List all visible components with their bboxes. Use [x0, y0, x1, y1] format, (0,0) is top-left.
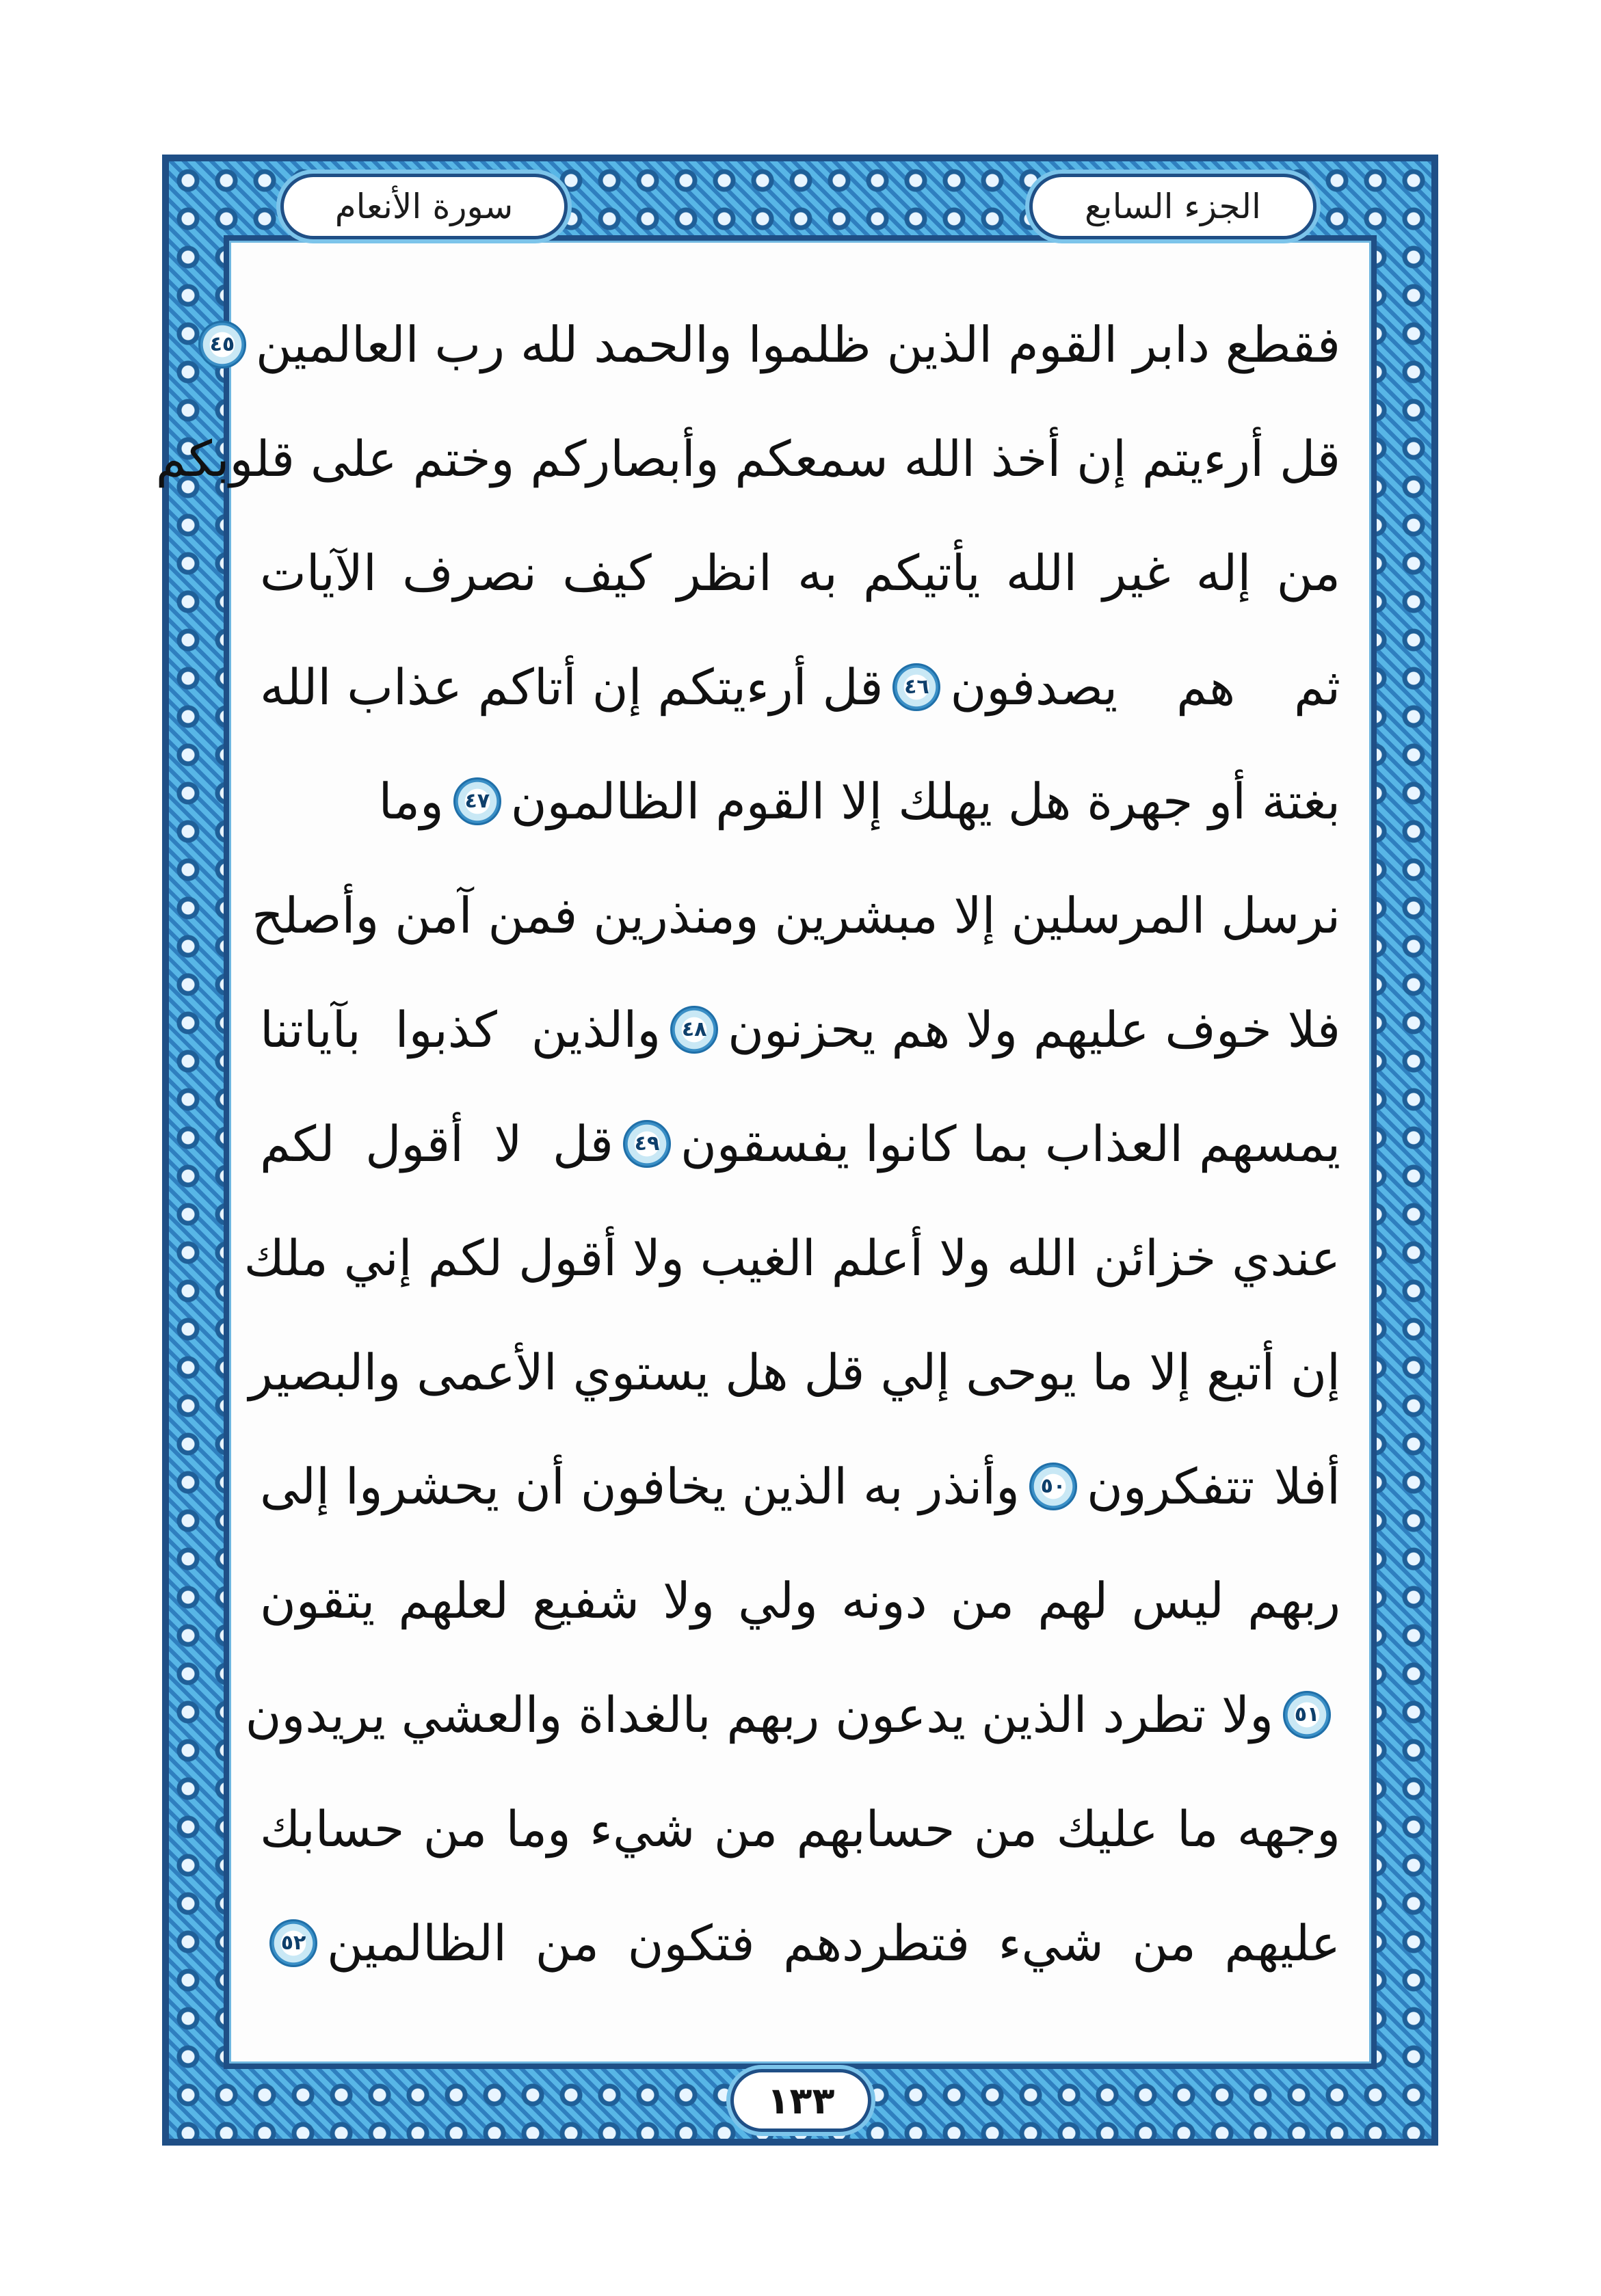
ayah-number-marker: ٤٧	[453, 777, 501, 825]
surah-name-cartouche	[280, 174, 568, 239]
verse-line	[260, 1429, 1340, 1543]
verse-line	[260, 1886, 1340, 2000]
verse-line	[260, 630, 1340, 744]
verse-text: قل أرءيتكم إن أتاكم عذاب الله	[260, 658, 884, 716]
verse-line	[260, 1543, 1340, 1657]
verse-text: وما	[378, 772, 444, 830]
ayah-number-marker: ٥٠	[1029, 1463, 1077, 1510]
verse-line	[260, 1772, 1340, 1886]
verse-text: بغتة أو جهرة هل يهلك إلا القوم الظالمون	[510, 772, 1340, 830]
verse-line	[260, 1086, 1340, 1201]
verse-text: يمسهم العذاب بما كانوا يفسقون	[680, 1114, 1340, 1173]
verse-line	[248, 1315, 1340, 1429]
verse-lines	[155, 287, 1340, 2000]
verse-text: عليهم من شيء فتطردهم فتكون من الظالمين	[327, 1914, 1340, 1972]
surah-name: سورة الأنعام	[334, 187, 514, 226]
verse-text: من إله غير الله يأتيكم به انظر كيف نصرف الآيات	[260, 544, 1340, 602]
verse-line	[252, 858, 1340, 972]
verse-text: نرسل المرسلين إلا مبشرين ومنذرين فمن آمن وأصلح	[252, 886, 1340, 944]
verse-text: عندي خزائن الله ولا أعلم الغيب ولا أقول لكم إني ملك	[243, 1229, 1340, 1287]
juz-name: الجزء السابع	[1085, 187, 1261, 226]
verse-line	[243, 1201, 1340, 1315]
verse-text: أفلا تتفكرون	[1086, 1457, 1340, 1515]
verse-text: ثم هم يصدفون	[950, 658, 1340, 716]
verse-line	[260, 744, 1340, 858]
verse-text: وأنذر به الذين يخافون أن يحشروا إلى	[260, 1457, 1020, 1515]
verse-text: ولا تطرد الذين يدعون ربهم بالغداة والعشي يريدون	[245, 1685, 1273, 1744]
page-number: ١٣٣	[767, 2079, 835, 2122]
page-number-cartouche	[730, 2069, 871, 2132]
verse-text: وجهه ما عليك من حسابهم من شيء وما من حسابك	[260, 1800, 1340, 1858]
verse-text: ربهم ليس لهم من دونه ولي ولا شفيع لعلهم يتقون	[260, 1571, 1340, 1629]
verse-text: قل أرءيتم إن أخذ الله سمعكم وأبصاركم وختم على قلوبكم	[155, 429, 1340, 488]
verse-line	[155, 401, 1340, 516]
ayah-number-marker: ٥١	[1283, 1691, 1331, 1739]
ayah-number-marker: ٤٥	[198, 321, 246, 369]
verse-line	[209, 287, 1340, 401]
verse-line	[245, 1657, 1340, 1772]
verse-line	[260, 972, 1340, 1086]
juz-name-cartouche	[1029, 174, 1316, 239]
verse-text: فلا خوف عليهم ولا هم يحزنون	[728, 1000, 1340, 1058]
verse-line	[260, 516, 1340, 630]
ayah-number-marker: ٤٦	[892, 663, 940, 711]
verse-text: قل لا أقول لكم	[260, 1114, 613, 1173]
ayah-number-marker: ٤٨	[670, 1006, 718, 1054]
ayah-number-marker: ٥٢	[269, 1919, 317, 1967]
verse-text: فقطع دابر القوم الذين ظلموا والحمد لله رب العالمين	[255, 315, 1340, 373]
verse-text: إن أتبع إلا ما يوحى إلي قل هل يستوي الأعمى والبصير	[248, 1343, 1340, 1401]
verse-text: والذين كذبوا بآياتنا	[260, 1000, 661, 1058]
ayah-number-marker: ٤٩	[623, 1120, 671, 1168]
